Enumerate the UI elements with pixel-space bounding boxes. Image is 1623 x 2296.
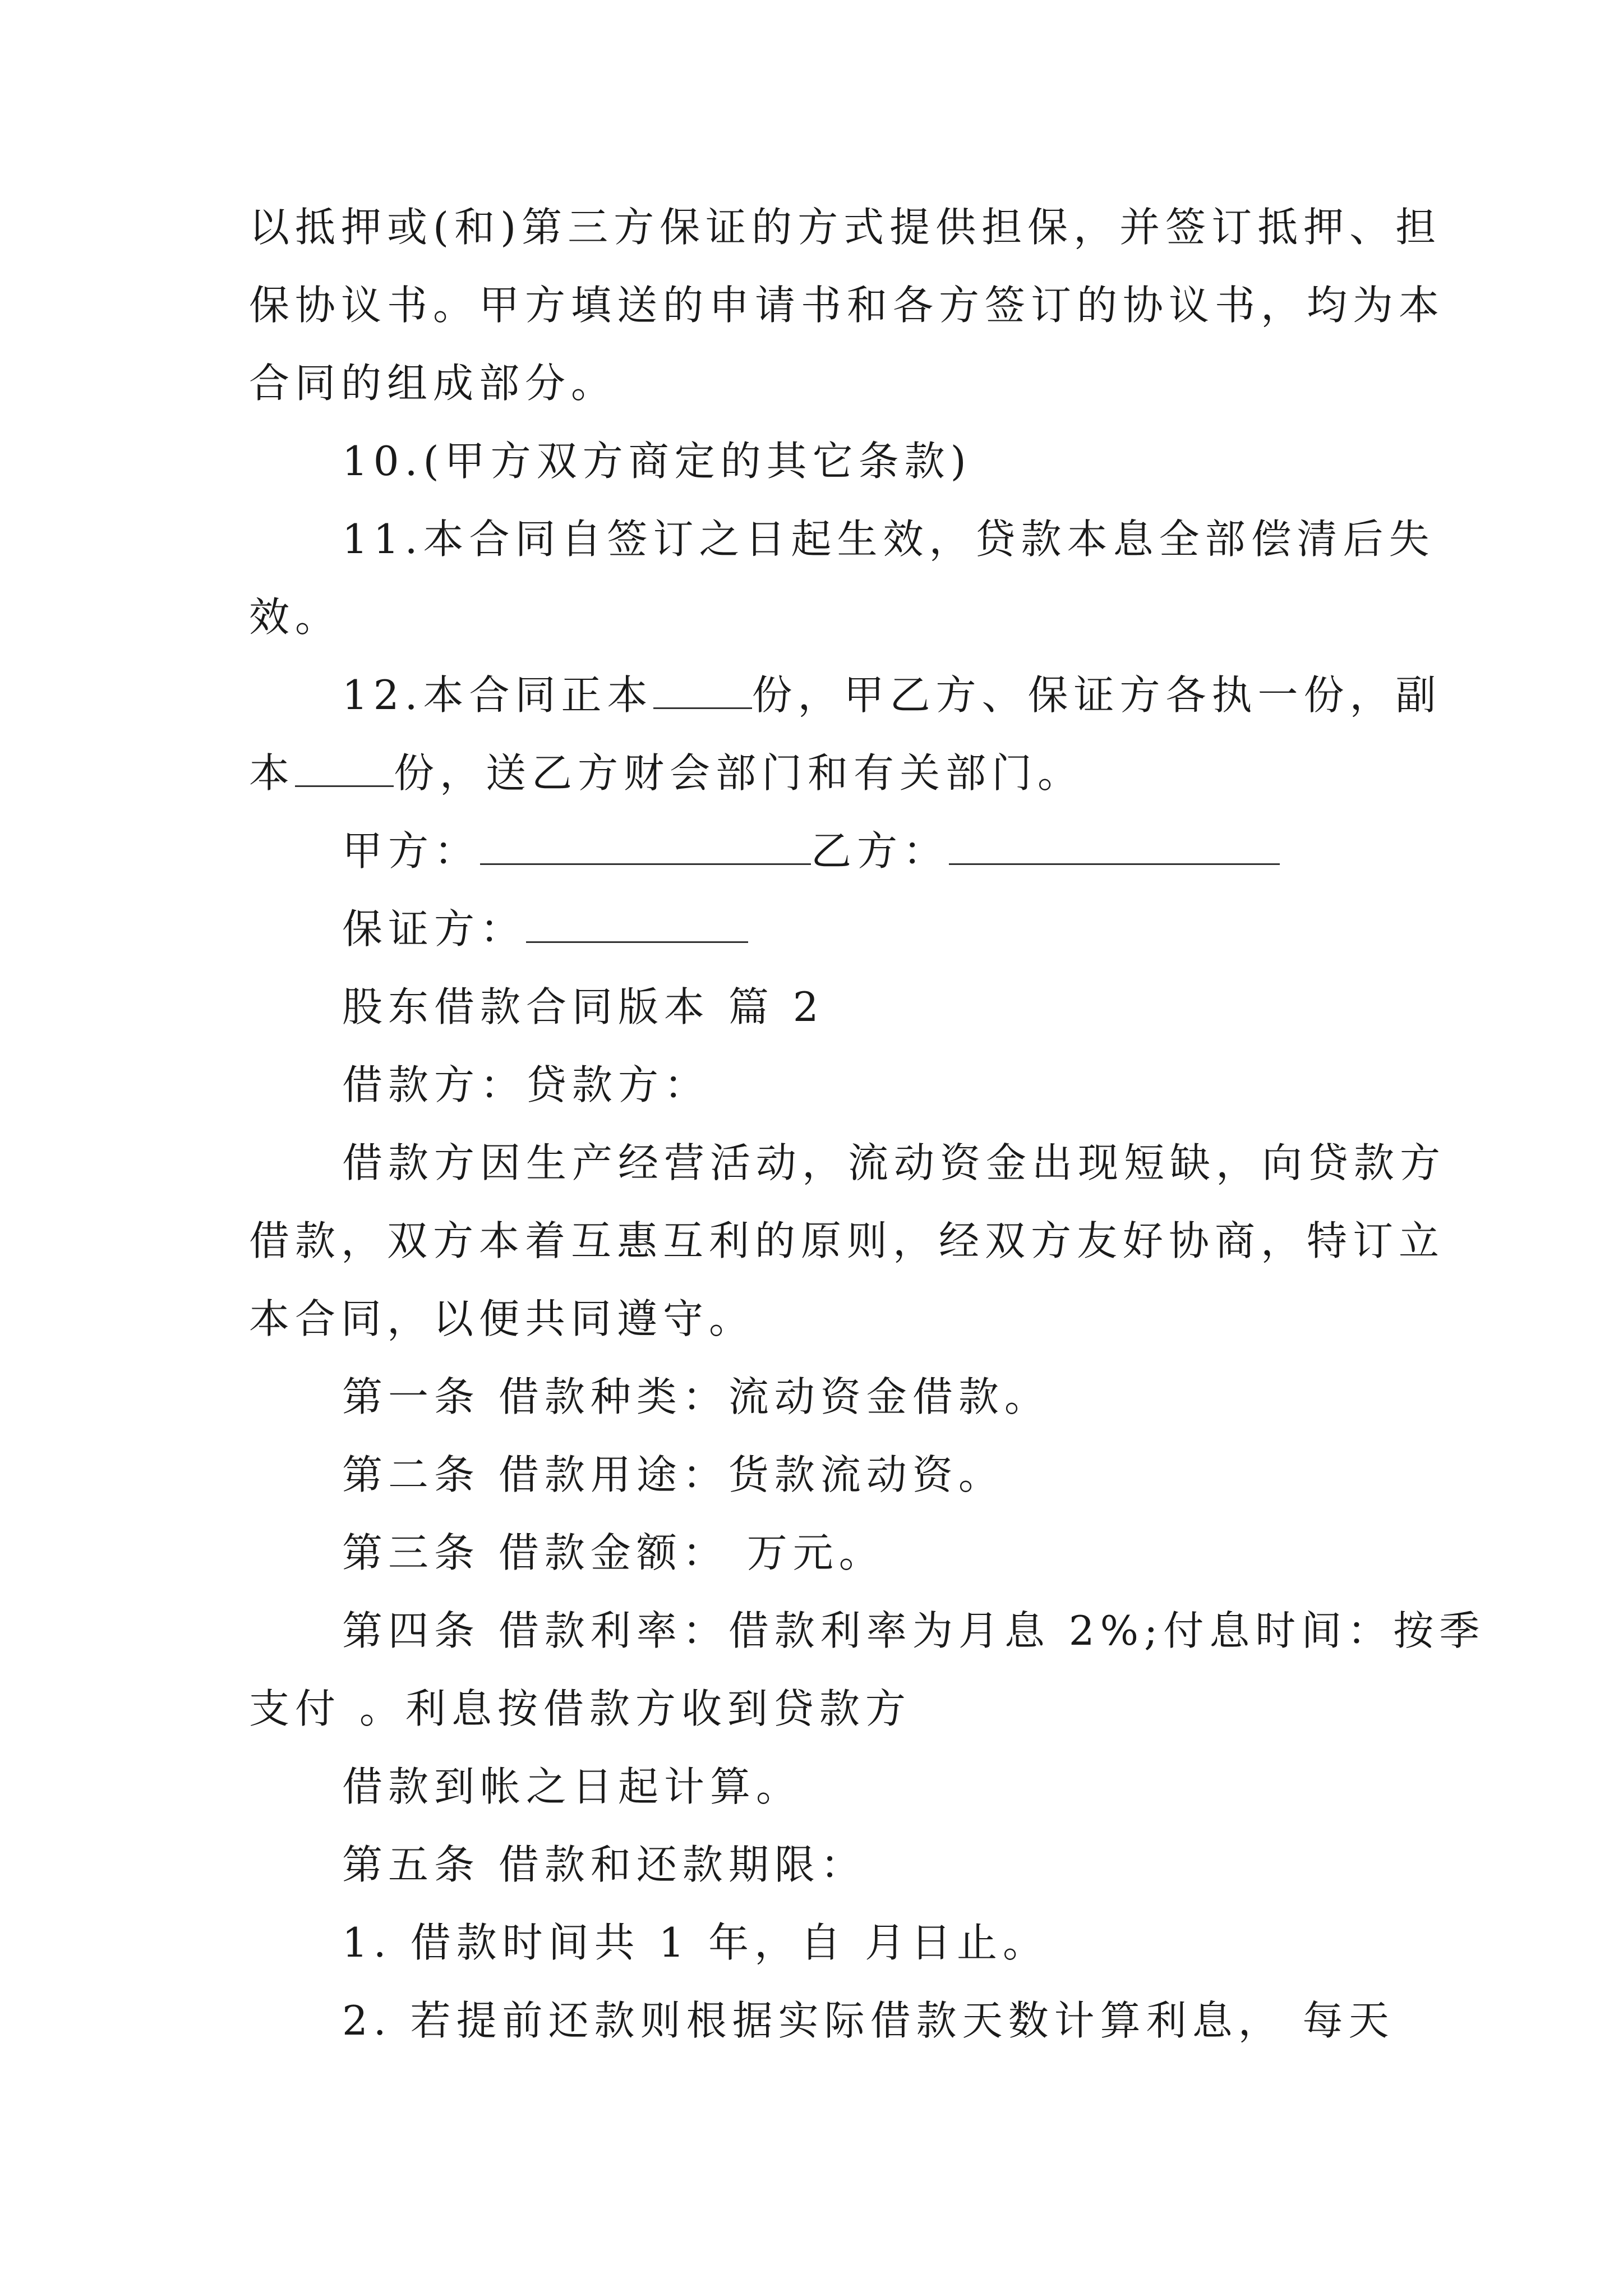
article-5: 第五条 借款和还款期限： <box>342 1841 866 1888</box>
paragraph-line: 本合同，以便共同遵守。 <box>249 1295 755 1342</box>
clause-12 <box>342 667 1442 723</box>
party-a-blank <box>480 830 811 865</box>
copies-blank <box>653 674 752 709</box>
paragraph-line: 支付 。利息按借款方收到贷款方 <box>249 1685 911 1732</box>
paragraph-line: 以抵押或(和)第三方保证的方式提供担保，并签订抵押、担 <box>249 204 1442 251</box>
guarantor-blank <box>526 908 748 943</box>
paragraph-line: 借款，双方本着互惠互利的原则，经双方友好协商，特订立 <box>249 1217 1445 1264</box>
paragraph-line: 合同的组成部分。 <box>249 360 617 407</box>
parties-line: 借款方：贷款方： <box>342 1061 711 1108</box>
list-item: 1. 借款时间共 1 年，自 月日止。 <box>342 1919 1049 1966</box>
paragraph-line: 效。 <box>249 593 342 641</box>
guarantor-line <box>342 901 748 957</box>
guarantor-label: 保证方： <box>342 905 527 953</box>
article-3: 第三条 借款金额： 万元。 <box>342 1529 885 1576</box>
clause-12-part-a: 12.本合同正本 <box>342 671 653 719</box>
clause-12-part-b: 份，甲乙方、保证方各执一份，副 <box>751 671 1442 719</box>
paragraph-line: 借款到帐之日起计算。 <box>342 1763 803 1810</box>
paragraph-line <box>249 745 1083 801</box>
signature-line <box>342 823 1280 879</box>
article-1: 第一条 借款种类：流动资金借款。 <box>342 1373 1050 1420</box>
article-2: 第二条 借款用途：货款流动资。 <box>342 1451 1004 1498</box>
party-b-blank <box>949 830 1280 865</box>
list-item: 2. 若提前还款则根据实际借款天数计算利息， 每天 <box>342 1997 1395 2044</box>
line-part-a: 本 <box>249 749 296 797</box>
section-title: 股东借款合同版本 篇 2 <box>342 983 824 1030</box>
line-part-b: 份，送乙方财会部门和有关部门。 <box>394 749 1084 797</box>
paragraph-line: 借款方因生产经营活动，流动资金出现短缺，向贷款方 <box>342 1139 1446 1186</box>
copies-blank <box>295 752 394 787</box>
clause-10: 10.(甲方双方商定的其它条款) <box>342 438 972 485</box>
clause-11: 11.本合同自签订之日起生效，贷款本息全部偿清后失 <box>342 516 1435 563</box>
party-b-label: 乙方： <box>811 827 949 875</box>
paragraph-line: 保协议书。甲方填送的申请书和各方签订的协议书，均为本 <box>249 282 1445 329</box>
article-4: 第四条 借款利率：借款利率为月息 2%;付息时间：按季 <box>342 1607 1486 1654</box>
party-a-label: 甲方： <box>342 827 481 875</box>
